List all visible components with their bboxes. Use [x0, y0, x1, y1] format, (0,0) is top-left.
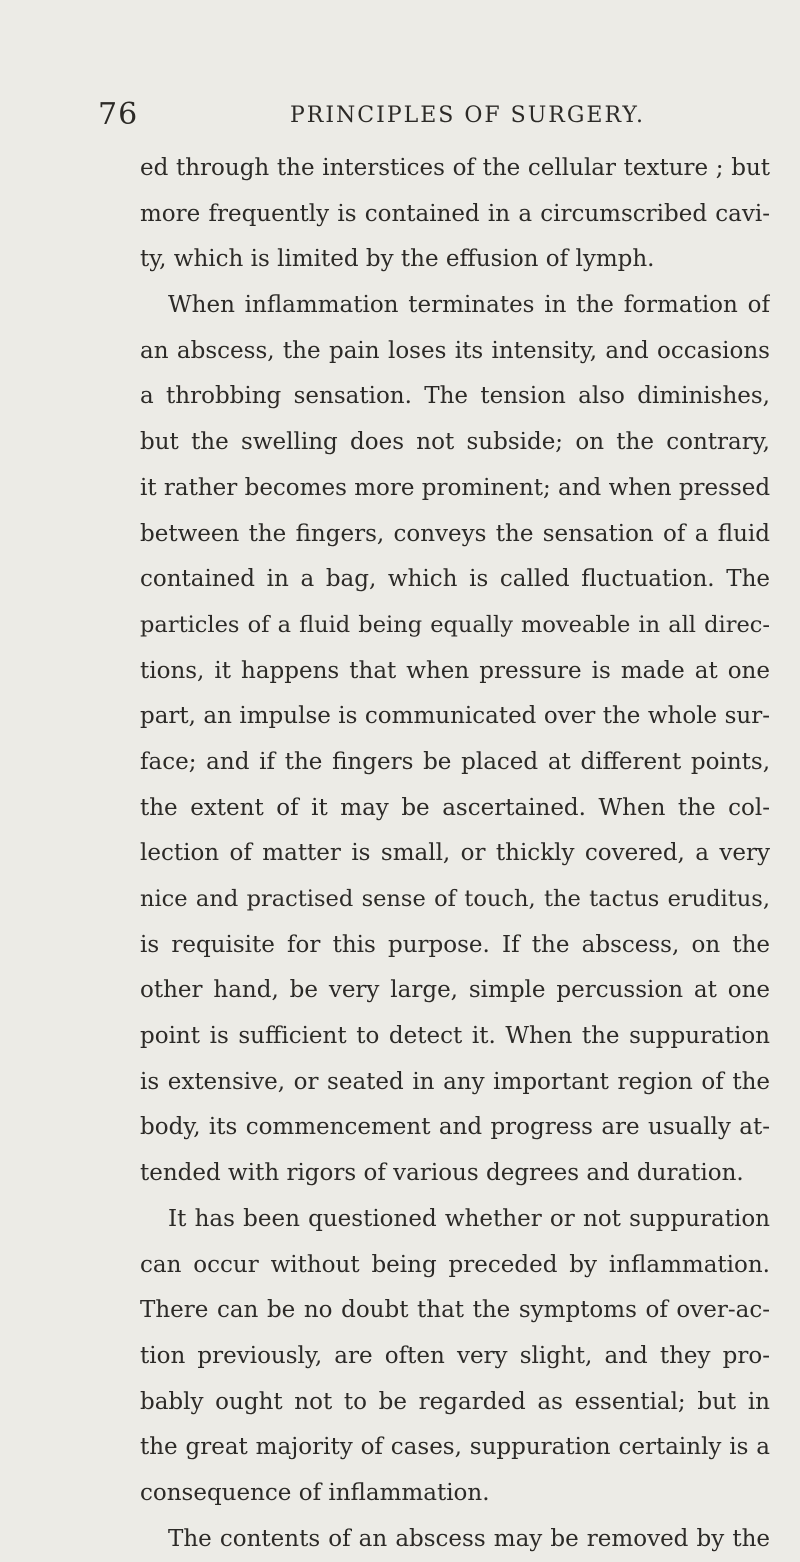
text-line: The contents of an abscess may be removed by the — [168, 1525, 770, 1552]
text-line: There can be no doubt that the symptoms of over-ac- — [140, 1297, 770, 1324]
text-line: is extensive, or seated in any important region of the — [140, 1068, 770, 1095]
text-line: the extent of it may be ascertained. When the col- — [140, 794, 770, 821]
text-line: is requisite for this purpose. If the abscess, on the — [140, 931, 770, 958]
text-line: contained in a bag, which is called fluctuation. The — [140, 566, 770, 593]
text-line: consequence of inflammation. — [140, 1479, 490, 1506]
text-line: particles of a fluid being equally moveable in all direc- — [140, 611, 770, 638]
text-line: bably ought not to be regarded as essential; but in — [140, 1388, 770, 1415]
text-line: but the swelling does not subside; on the contrary, — [140, 429, 770, 456]
text-line: can occur without being preceded by inflammation. — [140, 1251, 770, 1278]
text-line: When inflammation terminates in the formation of — [168, 292, 770, 319]
body-text — [140, 146, 770, 1562]
text-line: between the fingers, conveys the sensation of a fluid — [140, 520, 770, 547]
text-line: more frequently is contained in a circumscribed cavi- — [140, 200, 770, 227]
text-line: an abscess, the pain loses its intensity, and occasions — [140, 337, 770, 364]
text-line: tion previously, are often very slight, and they pro- — [140, 1342, 770, 1369]
text-line: the great majority of cases, suppuration certainly is a — [140, 1434, 770, 1461]
page-number: 76 — [98, 97, 139, 132]
running-head: PRINCIPLES OF SURGERY. — [290, 103, 646, 128]
text-line: other hand, be very large, simple percussion at one — [140, 977, 770, 1004]
text-line: face; and if the fingers be placed at different points, — [140, 748, 770, 775]
page-header — [0, 97, 800, 137]
text-line: part, an impulse is communicated over the whole sur- — [140, 703, 770, 730]
text-line: a throbbing sensation. The tension also diminishes, — [140, 383, 770, 410]
text-line: ed through the interstices of the cellular texture ; but — [140, 155, 770, 181]
text-line: nice and practised sense of touch, the tactus eruditus, — [140, 886, 770, 912]
text-line: tended with rigors of various degrees and duration. — [140, 1160, 744, 1187]
text-line: tions, it happens that when pressure is made at one — [140, 657, 770, 684]
text-line: lection of matter is small, or thickly covered, a very — [140, 840, 770, 867]
text-line: body, its commencement and progress are usually at- — [140, 1114, 770, 1141]
text-line: It has been questioned whether or not suppuration — [168, 1205, 770, 1232]
text-line: it rather becomes more prominent; and when pressed — [140, 474, 770, 501]
text-line: point is sufficient to detect it. When the suppuration — [140, 1023, 770, 1050]
text-line: ty, which is limited by the effusion of lymph. — [140, 246, 655, 273]
